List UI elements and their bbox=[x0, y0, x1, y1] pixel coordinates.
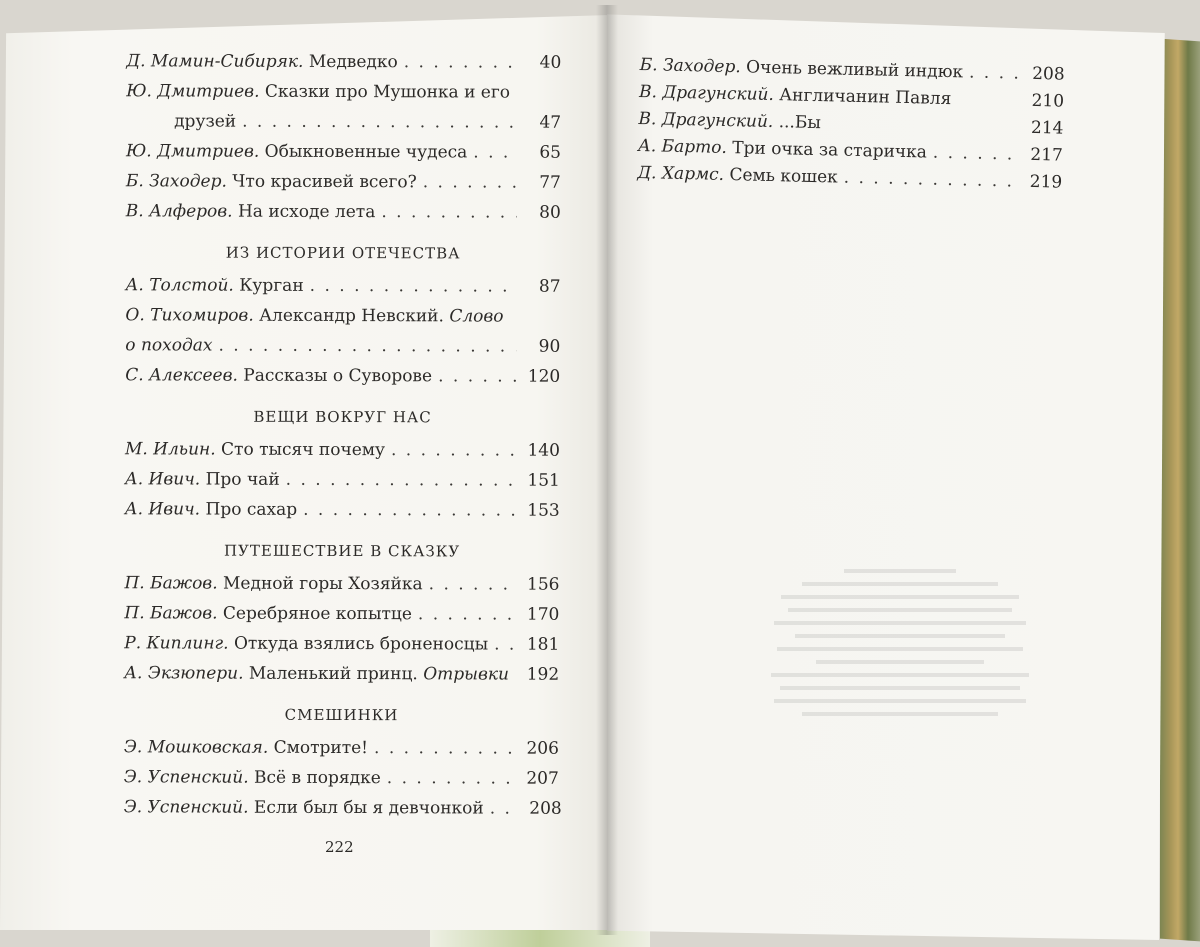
entry-title: Смотрите! bbox=[273, 737, 369, 759]
entry-author: Д. Хармс. bbox=[637, 162, 725, 185]
entry-title: Медной горы Хозяйка bbox=[222, 573, 423, 595]
entry-author: А. Ивич. bbox=[124, 469, 201, 490]
dot-leader bbox=[381, 202, 517, 222]
toc-entry bbox=[125, 499, 560, 521]
dot-leader bbox=[387, 768, 515, 788]
entry-title: На исходе лета bbox=[237, 201, 376, 223]
toc-entry bbox=[125, 469, 560, 491]
entry-title-italic: Отрывки bbox=[423, 664, 510, 685]
dot-leader bbox=[969, 62, 1021, 83]
entry-author: Э. Успенский. bbox=[123, 767, 249, 788]
entry-page: 80 bbox=[539, 202, 561, 223]
toc-entry bbox=[126, 81, 561, 133]
entry-page: 214 bbox=[1030, 117, 1064, 139]
book-gutter bbox=[596, 5, 618, 935]
dot-leader bbox=[423, 172, 517, 192]
entry-page: 156 bbox=[527, 574, 560, 595]
entry-page: 219 bbox=[1029, 171, 1063, 193]
entry-author: П. Бажов. bbox=[124, 573, 218, 594]
toc-entry bbox=[123, 797, 562, 819]
toc-entry bbox=[124, 663, 559, 685]
toc-entry bbox=[126, 201, 561, 223]
entry-page: 170 bbox=[526, 604, 560, 625]
entry-page: 210 bbox=[1031, 90, 1065, 112]
entry-page: 65 bbox=[539, 142, 562, 163]
entry-title: Англичанин Павля bbox=[779, 85, 952, 110]
entry-title: Сказки про Мушонка и его bbox=[264, 81, 511, 103]
dot-leader bbox=[404, 52, 518, 72]
page-number: 222 bbox=[325, 838, 354, 856]
dot-leader bbox=[303, 500, 516, 521]
entry-page: 40 bbox=[539, 52, 562, 73]
entry-author: Б. Заходер. bbox=[125, 171, 227, 192]
entry-page: 140 bbox=[527, 440, 560, 461]
entry-page: 90 bbox=[538, 336, 561, 357]
entry-author: В. Драгунский. bbox=[638, 108, 774, 133]
entry-page: 151 bbox=[527, 470, 560, 491]
toc-entry bbox=[638, 109, 1063, 139]
entry-title: Медведко bbox=[308, 51, 398, 73]
entry-author: С. Алексеев. bbox=[125, 365, 238, 386]
entry-author: Ю. Дмитриев. bbox=[125, 141, 260, 162]
entry-title: Про сахар bbox=[205, 499, 298, 520]
dot-leader bbox=[490, 799, 518, 819]
entry-author: В. Драгунский. bbox=[638, 81, 775, 106]
section-heading: СМЕШИНКИ bbox=[284, 705, 399, 725]
entry-title: Рассказы о Суворове bbox=[243, 365, 433, 387]
entry-title: Серебряное копытце bbox=[222, 603, 412, 625]
toc-left bbox=[124, 51, 562, 829]
toc-entry bbox=[124, 633, 559, 655]
toc-entry bbox=[125, 439, 560, 461]
entry-page: 87 bbox=[538, 276, 561, 297]
entry-author: Б. Заходер. bbox=[639, 55, 741, 78]
entry-author: В. Алферов. bbox=[125, 201, 233, 222]
entry-author: Ю. Дмитриев. bbox=[126, 81, 260, 102]
entry-page: 208 bbox=[1031, 63, 1065, 85]
entry-page: 181 bbox=[526, 634, 560, 655]
entry-page: 47 bbox=[539, 112, 562, 133]
entry-title: Обыкновенные чудеса bbox=[264, 141, 468, 163]
entry-page: 217 bbox=[1030, 144, 1064, 166]
entry-title: Что красивей всего? bbox=[232, 171, 417, 193]
entry-author: А. Экзюпери. bbox=[124, 663, 244, 684]
toc-entry bbox=[126, 171, 561, 193]
entry-author: П. Бажов. bbox=[124, 603, 218, 624]
entry-title: Три очка за старичка bbox=[732, 138, 928, 163]
dot-leader bbox=[844, 168, 1019, 192]
entry-page: 206 bbox=[526, 738, 559, 759]
entry-title: Всё в порядке bbox=[254, 767, 381, 789]
dot-leader bbox=[286, 470, 516, 491]
entry-title: Откуда взялись броненосцы bbox=[233, 633, 489, 655]
toc-entry bbox=[639, 82, 1064, 112]
entry-title-cont: о походах bbox=[125, 335, 213, 356]
dot-leader bbox=[429, 574, 516, 594]
entry-author: Д. Мамин-Сибиряк. bbox=[126, 51, 304, 72]
section-heading: ВЕЩИ ВОКРУГ НАС bbox=[253, 407, 432, 427]
entry-title-italic: Слово bbox=[449, 306, 504, 327]
entry-title: Александр Невский. bbox=[259, 305, 444, 327]
entry-page: 208 bbox=[529, 798, 562, 819]
toc-entry bbox=[126, 275, 561, 297]
entry-page: 207 bbox=[526, 768, 559, 789]
section-heading: ПУТЕШЕСТВИЕ В СКАЗКУ bbox=[223, 541, 461, 561]
entry-author: А. Барто. bbox=[637, 135, 728, 158]
entry-title: ...Бы bbox=[778, 112, 822, 134]
entry-author: Р. Киплинг. bbox=[124, 633, 229, 654]
entry-author: А. Толстой. bbox=[125, 275, 234, 296]
dot-leader bbox=[438, 366, 516, 386]
dot-leader bbox=[933, 143, 1019, 165]
toc-entry bbox=[124, 573, 559, 595]
dot-leader bbox=[374, 738, 515, 758]
section-heading: ИЗ ИСТОРИИ ОТЕЧЕСТВА bbox=[225, 243, 461, 263]
toc-right bbox=[637, 55, 1065, 200]
dot-leader bbox=[242, 112, 517, 133]
entry-title: Очень вежливый индюк bbox=[745, 57, 964, 83]
dot-leader bbox=[494, 635, 515, 655]
entry-title: Курган bbox=[239, 275, 304, 296]
toc-entry bbox=[124, 767, 559, 789]
dot-leader bbox=[391, 440, 516, 460]
entry-page: 153 bbox=[527, 500, 560, 521]
toc-entry bbox=[637, 163, 1062, 193]
entry-page: 120 bbox=[527, 366, 561, 387]
toc-entry bbox=[124, 737, 559, 759]
entry-author: А. Ивич. bbox=[124, 499, 201, 520]
entry-title: Сто тысяч почему bbox=[221, 439, 386, 461]
entry-title: Если был бы я девчонкой bbox=[253, 797, 484, 819]
entry-author: О. Тихомиров. bbox=[125, 305, 254, 326]
entry-title: Семь кошек bbox=[729, 165, 838, 188]
entry-title: Маленький принц. bbox=[248, 663, 418, 685]
toc-entry bbox=[126, 51, 561, 73]
toc-entry bbox=[125, 305, 560, 357]
entry-title-cont: друзей bbox=[174, 111, 237, 132]
cover-edge-illustration bbox=[1160, 39, 1200, 942]
entry-page: 192 bbox=[526, 664, 560, 685]
show-through-imprint bbox=[760, 560, 1040, 830]
dot-leader bbox=[218, 336, 516, 357]
toc-entry bbox=[126, 141, 561, 163]
entry-author: Э. Мошковская. bbox=[123, 737, 269, 758]
entry-author: Э. Успенский. bbox=[123, 797, 249, 818]
entry-title: Про чай bbox=[205, 469, 280, 490]
toc-entry bbox=[124, 603, 559, 625]
toc-entry bbox=[125, 365, 560, 387]
entry-page: 77 bbox=[539, 172, 561, 193]
dot-leader bbox=[473, 142, 517, 162]
entry-author: М. Ильин. bbox=[124, 439, 216, 460]
dot-leader bbox=[418, 604, 516, 624]
dot-leader bbox=[310, 276, 517, 297]
toc-entry bbox=[638, 136, 1063, 166]
